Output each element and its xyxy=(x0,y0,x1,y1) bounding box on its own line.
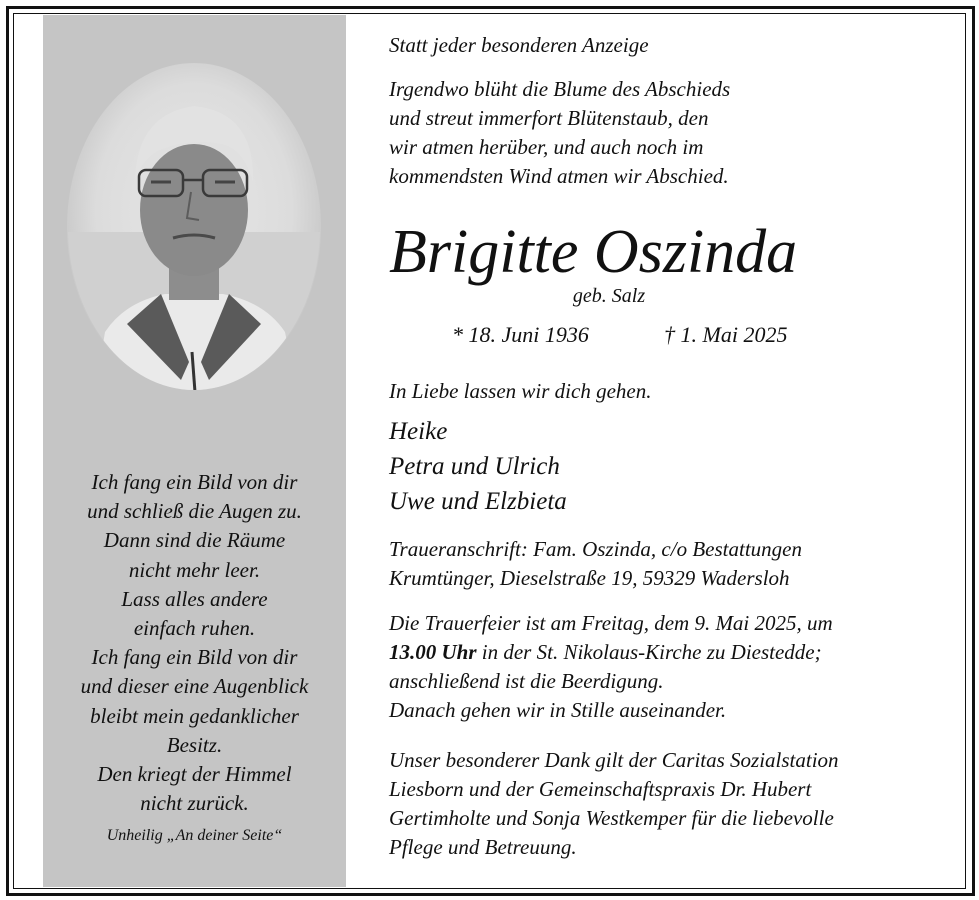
poem-line: Den kriegt der Himmel xyxy=(97,762,292,787)
ceremony-location: in der St. Nikolaus-Kirche zu Diestedde; xyxy=(476,640,822,664)
family-member: Uwe und Elzbieta xyxy=(389,488,567,515)
intro-line: Statt jeder besonderen Anzeige xyxy=(389,33,649,57)
thanks-line: Gertimholte und Sonja Westkemper für die liebevolle xyxy=(389,806,834,830)
quote-line: wir atmen herüber, und auch noch im xyxy=(389,135,704,159)
quote-line: Irgendwo blüht die Blume des Abschieds xyxy=(389,77,731,101)
family-member: Heike xyxy=(389,418,448,445)
thanks-note xyxy=(389,746,949,862)
poem-line: und dieser eine Augenblick xyxy=(80,674,309,699)
ceremony-line: anschließend ist die Beerdigung. xyxy=(389,669,664,693)
quote-line: und streut immerfort Blütenstaub, den xyxy=(389,106,709,130)
poem-line: einfach ruhen. xyxy=(133,616,256,641)
thanks-line: Pflege und Betreuung. xyxy=(389,835,577,859)
poem-credit: Unheilig „An deiner Seite“ xyxy=(106,827,283,845)
ceremony-details xyxy=(389,609,949,725)
family-list xyxy=(389,414,949,519)
poem-line: Besitz. xyxy=(166,732,223,757)
family-member: Petra und Ulrich xyxy=(389,453,560,480)
poem-line: Dann sind die Räume xyxy=(103,528,286,553)
poem-line: Lass alles andere xyxy=(121,586,268,611)
ceremony-line xyxy=(389,638,949,667)
thanks-line: Unser besonderer Dank gilt der Caritas Sozialstation xyxy=(389,748,839,772)
poem-line: und schließ die Augen zu. xyxy=(87,499,302,524)
farewell-quote xyxy=(389,75,949,191)
deceased-name: Brigitte Oszinda xyxy=(389,218,798,286)
farewell-line: In Liebe lassen wir dich gehen. xyxy=(389,379,652,403)
address-line: Krumtünger, Dieselstraße 19, 59329 Wadersloh xyxy=(389,566,790,590)
poem-line: Ich fang ein Bild von dir xyxy=(91,470,298,494)
poem-line: nicht mehr leer. xyxy=(128,557,261,582)
birth-date: * 18. Juni 1936 xyxy=(452,322,589,347)
portrait-photo xyxy=(65,62,323,392)
quote-line: kommendsten Wind atmen wir Abschied. xyxy=(389,164,729,188)
ceremony-line: Die Trauerfeier ist am Freitag, dem 9. Mai 2025, um xyxy=(389,611,833,635)
memorial-poem xyxy=(43,468,346,848)
thanks-line: Liesborn und der Gemeinschaftspraxis Dr. Hubert xyxy=(389,777,812,801)
ceremony-time: 13.00 Uhr xyxy=(389,640,477,664)
poem-line: nicht zurück. xyxy=(140,791,249,816)
address-line: Traueranschrift: Fam. Oszinda, c/o Bestattungen xyxy=(389,537,802,561)
poem-line: Ich fang ein Bild von dir xyxy=(91,645,298,670)
mourning-address xyxy=(389,535,949,593)
ceremony-line: Danach gehen wir in Stille auseinander. xyxy=(389,698,727,722)
death-date: † 1. Mai 2025 xyxy=(664,322,788,347)
birth-name: geb. Salz xyxy=(572,285,646,307)
poem-line: bleibt mein gedanklicher xyxy=(90,703,299,728)
